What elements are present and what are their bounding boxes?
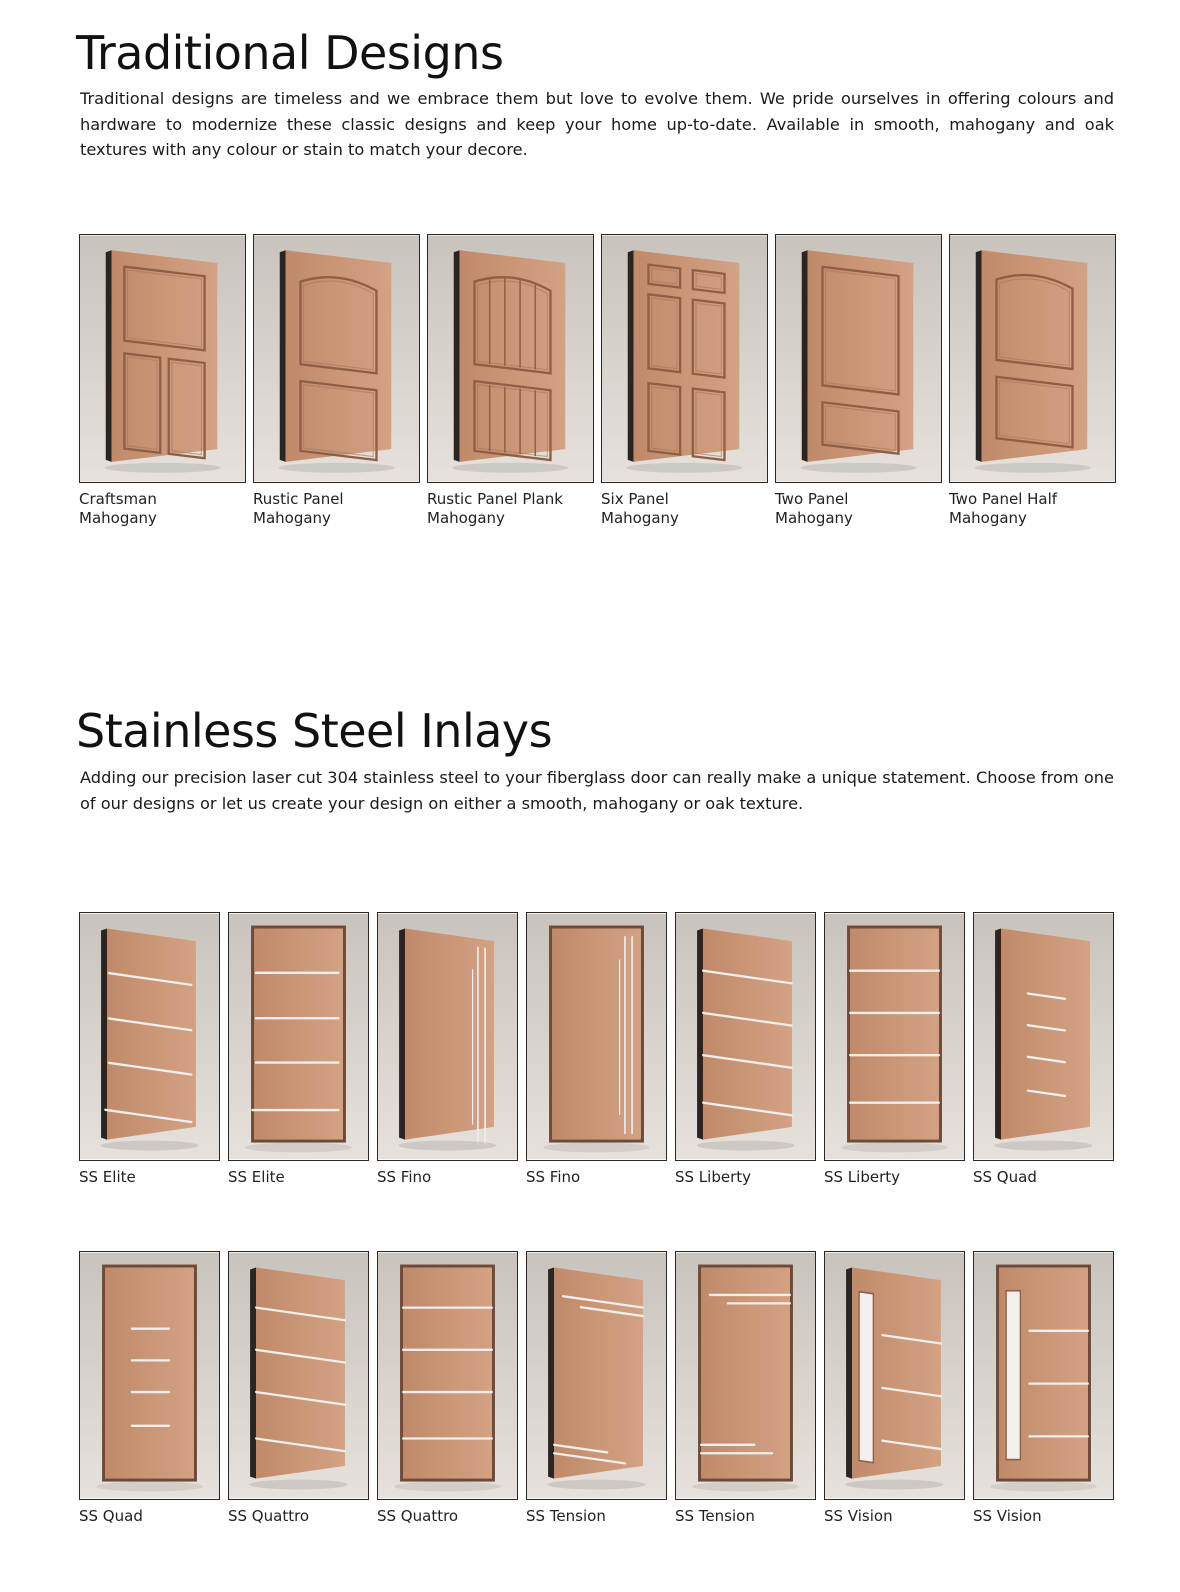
door-illustration <box>80 913 219 1160</box>
door-caption: SS Quad <box>79 1507 143 1525</box>
door-illustration <box>80 1252 219 1499</box>
door-image[interactable] <box>775 234 942 483</box>
door-caption: Two Panel Mahogany <box>775 490 853 527</box>
door-card[interactable] <box>526 1251 667 1526</box>
door-illustration <box>776 235 941 482</box>
door-caption: SS Fino <box>377 1168 432 1186</box>
stainless-door-gallery-row-2 <box>79 1251 1114 1526</box>
door-caption: Craftsman Mahogany <box>79 490 157 527</box>
door-card[interactable] <box>377 1251 518 1526</box>
door-caption: SS Quattro <box>377 1507 459 1525</box>
door-image[interactable] <box>526 912 667 1161</box>
door-card[interactable] <box>675 1251 816 1526</box>
door-card[interactable] <box>949 234 1116 528</box>
door-image[interactable] <box>79 912 220 1161</box>
door-card[interactable] <box>79 1251 220 1526</box>
door-illustration <box>80 235 245 482</box>
door-illustration <box>378 913 517 1160</box>
door-caption: SS Vision <box>973 1507 1042 1525</box>
door-card[interactable] <box>253 234 420 528</box>
door-card[interactable] <box>973 1251 1114 1526</box>
door-illustration <box>254 235 419 482</box>
door-card[interactable] <box>79 912 220 1187</box>
door-caption: Six Panel Mahogany <box>601 490 679 527</box>
door-caption: SS Tension <box>675 1507 755 1525</box>
door-image[interactable] <box>427 234 594 483</box>
door-image[interactable] <box>377 912 518 1161</box>
section-description-stainless: Adding our precision laser cut 304 stainless steel to your fiberglass door can really make a unique statement. Choose from one of our designs or let us create your design on either a smooth, mahogany or oak texture. <box>80 768 1114 813</box>
door-image[interactable] <box>973 1251 1114 1500</box>
door-caption: SS Quattro <box>228 1507 310 1525</box>
door-illustration <box>428 235 593 482</box>
door-image[interactable] <box>824 912 965 1161</box>
stainless-door-gallery-row-1 <box>79 912 1114 1187</box>
door-card[interactable] <box>79 234 246 528</box>
door-caption: Two Panel Half Mahogany <box>949 490 1058 527</box>
door-image[interactable] <box>675 912 816 1161</box>
door-card[interactable] <box>377 912 518 1187</box>
door-image[interactable] <box>526 1251 667 1500</box>
door-image[interactable] <box>973 912 1114 1161</box>
door-image[interactable] <box>601 234 768 483</box>
door-card[interactable] <box>973 912 1114 1187</box>
door-illustration <box>974 1252 1113 1499</box>
door-caption: SS Elite <box>228 1168 285 1186</box>
door-illustration <box>229 1252 368 1499</box>
door-card[interactable] <box>601 234 768 528</box>
door-image[interactable] <box>253 234 420 483</box>
door-illustration <box>974 913 1113 1160</box>
door-card[interactable] <box>526 912 667 1187</box>
door-image[interactable] <box>228 912 369 1161</box>
door-card[interactable] <box>775 234 942 528</box>
door-illustration <box>527 913 666 1160</box>
door-image[interactable] <box>949 234 1116 483</box>
door-card[interactable] <box>675 912 816 1187</box>
section-description-traditional: Traditional designs are timeless and we embrace them but love to evolve them. We pride ourselves in offering colours and hardware to modernize these classic designs and keep your home up-to-date. Available in smooth, mahogany and oak textures with any colour or stain to match your decore. <box>80 89 1114 159</box>
traditional-door-gallery <box>79 234 1116 528</box>
door-image[interactable] <box>79 1251 220 1500</box>
door-card[interactable] <box>427 234 594 528</box>
door-illustration <box>229 913 368 1160</box>
door-caption: Rustic Panel Mahogany <box>253 490 344 527</box>
door-illustration <box>378 1252 517 1499</box>
door-image[interactable] <box>675 1251 816 1500</box>
section-title-traditional: Traditional Designs <box>76 26 504 80</box>
door-caption: SS Elite <box>79 1168 136 1186</box>
door-caption: SS Tension <box>526 1507 606 1525</box>
door-caption: SS Vision <box>824 1507 893 1525</box>
door-illustration <box>825 1252 964 1499</box>
door-caption: SS Quad <box>973 1168 1037 1186</box>
door-caption: SS Liberty <box>675 1168 752 1186</box>
door-illustration <box>527 1252 666 1499</box>
door-image[interactable] <box>824 1251 965 1500</box>
door-card[interactable] <box>824 912 965 1187</box>
door-illustration <box>602 235 767 482</box>
door-caption: SS Liberty <box>824 1168 901 1186</box>
door-illustration <box>676 1252 815 1499</box>
door-caption: SS Fino <box>526 1168 581 1186</box>
door-card[interactable] <box>228 1251 369 1526</box>
door-card[interactable] <box>824 1251 965 1526</box>
door-card[interactable] <box>228 912 369 1187</box>
door-caption: Rustic Panel Plank Mahogany <box>427 490 563 527</box>
door-illustration <box>950 235 1115 482</box>
door-illustration <box>825 913 964 1160</box>
door-image[interactable] <box>228 1251 369 1500</box>
door-illustration <box>676 913 815 1160</box>
door-image[interactable] <box>377 1251 518 1500</box>
section-title-stainless: Stainless Steel Inlays <box>76 704 553 758</box>
door-image[interactable] <box>79 234 246 483</box>
